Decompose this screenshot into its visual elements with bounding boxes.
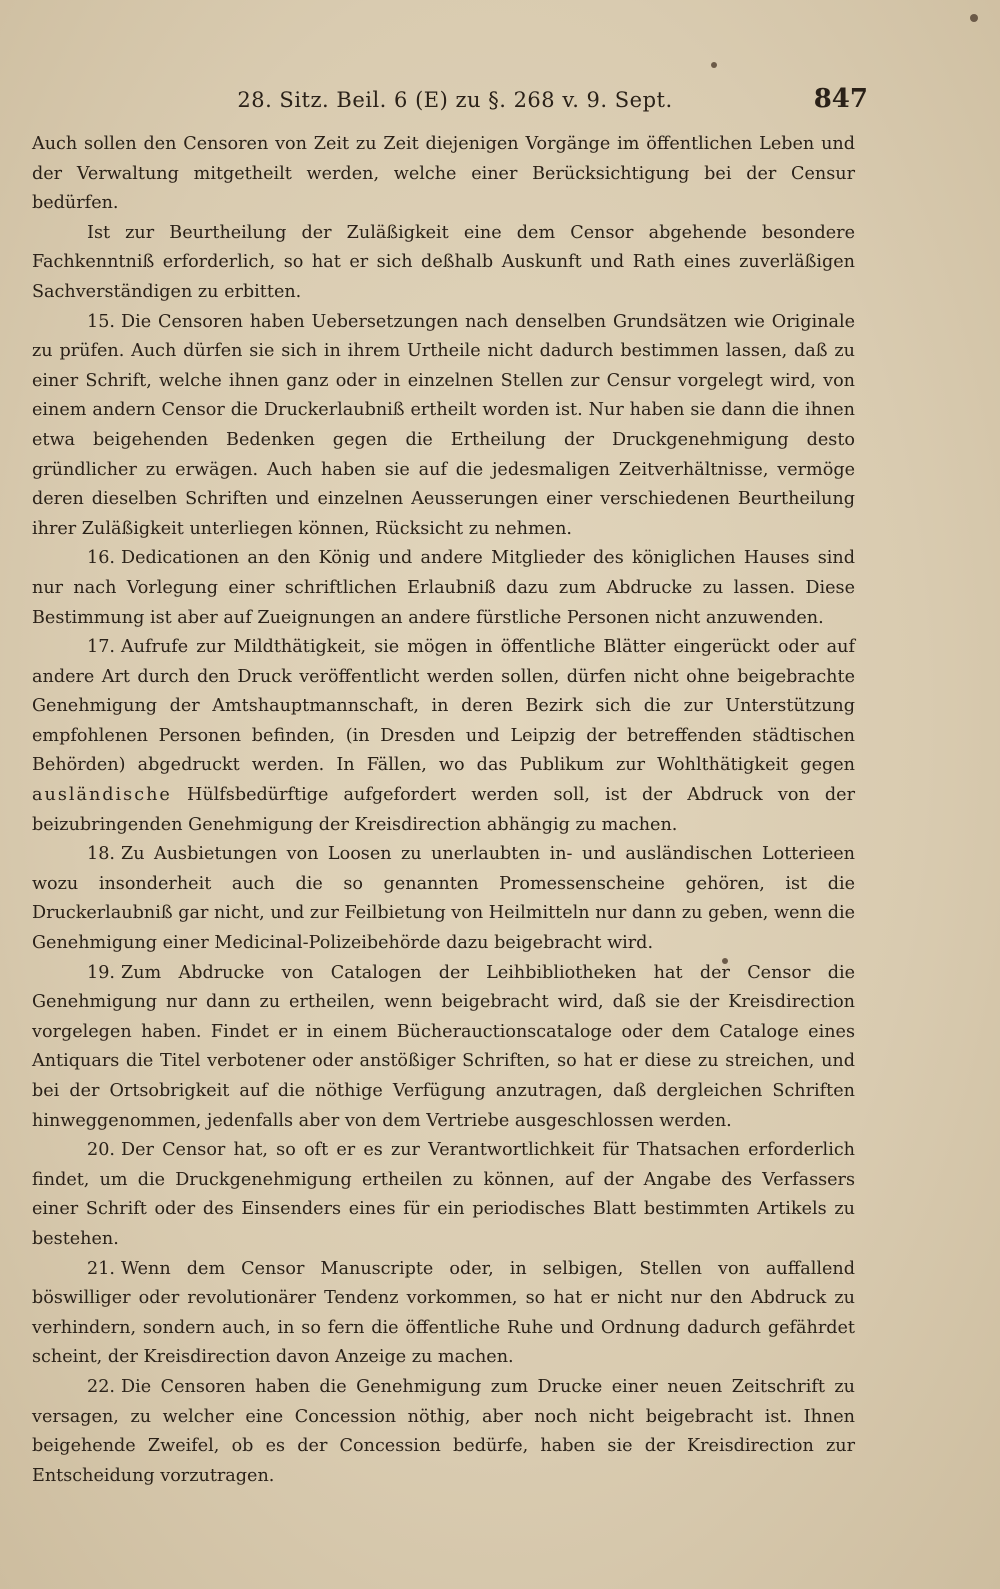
paragraph-0 bbox=[32, 130, 855, 219]
paragraph-text: Dedicationen an den König und andere Mitglieder des königlichen Hauses sind nur nach Vorlegung einer schriftlichen Erlaubniß dazu zum Abdrucke zu lassen. Diese Bestimmung ist aber auf Zueignungen an andere fürstliche Personen nicht anzuwenden. bbox=[32, 548, 855, 628]
paragraph-18 bbox=[32, 840, 855, 958]
paragraph-21 bbox=[32, 1255, 855, 1373]
page-number: 847 bbox=[813, 84, 868, 114]
paragraph-number: 18. bbox=[87, 844, 115, 865]
paragraph-16 bbox=[32, 544, 855, 633]
paragraph-22 bbox=[32, 1373, 855, 1491]
paragraph-number: 17. bbox=[87, 637, 115, 658]
paragraph-1 bbox=[32, 219, 855, 308]
paragraph-text: Wenn dem Censor Manuscripte oder, in selbigen, Stellen von auffallend böswilliger oder revolutionärer Tendenz vorkommen, so hat er nicht nur den Abdruck zu verhindern, sondern auch, in so fern die öffentliche Ruhe und Ordnung dadurch gefährdet scheint, der Kreisdirection davon Anzeige zu machen. bbox=[32, 1258, 855, 1368]
paragraph-text-continued: Hülfsbedürftige aufgefordert werden soll, ist der Abdruck von der beizubringenden Genehmigung der Kreisdirection abhängig zu machen. bbox=[32, 785, 855, 835]
paragraph-17 bbox=[32, 633, 855, 840]
ink-speck bbox=[711, 62, 717, 68]
paragraph-number: 16. bbox=[87, 548, 115, 569]
paragraph-text: Aufrufe zur Mildthätigkeit, sie mögen in öffentliche Blätter eingerückt oder auf andere Art durch den Druck veröffentlicht werden sollen, dürfen nicht ohne beigebrachte Genehmigung der Amtshauptmannschaft, in deren Bezirk sich die zur Unterstützung empfohlenen Personen befinden, (in Dresden und Leipzig der betreffenden städtischen Behörden) abgedruckt werden. In Fällen, wo das Publikum zur Wohlthätigkeit gegen bbox=[32, 637, 855, 776]
paragraph-text: Der Censor hat, so oft er es zur Verantwortlichkeit für Thatsachen erforderlich findet, um die Druckgenehmigung ertheilen zu können, auf der Angabe des Verfassers einer Schrift oder des Einsenders eines für ein periodisches Blatt bestimmten Artikels zu bestehen. bbox=[32, 1140, 855, 1249]
paragraph-text: Zu Ausbietungen von Loosen zu unerlaubten in- und ausländischen Lotterieen wozu insonderheit auch die so genannten Promessenscheine gehören, ist die Druckerlaubniß gar nicht, und zur Feilbietung von Heilmitteln nur dann zu geben, wenn die Genehmigung einer Medicinal-Polizeibehörde dazu beigebracht wird. bbox=[32, 844, 855, 954]
paragraph-text: Zum Abdrucke von Catalogen der Leihbibliotheken hat der Censor die Genehmigung nur dann zu ertheilen, wenn beigebracht wird, daß sie der Kreisdirection vorgelegen haben. Findet er in einem Bücherauctionscataloge oder dem Cataloge eines Antiquars die Titel verbotener oder anstößiger Schriften, so hat er diese zu streichen, und bei der Ortsobrigkeit auf die nöthige Verfügung anzutragen, daß dergleichen Schriften hinweggenommen, jedenfalls aber von dem Vertriebe ausgeschlossen werden. bbox=[32, 962, 855, 1131]
body-text bbox=[32, 130, 855, 1491]
paragraph-20 bbox=[32, 1136, 855, 1254]
ink-speck bbox=[970, 14, 978, 22]
paragraph-text: Ist zur Beurtheilung der Zuläßigkeit eine dem Censor abgehende besondere Fachkenntniß erforderlich, so hat er sich deßhalb Auskunft und Rath eines zuverläßigen Sachverständigen zu erbitten. bbox=[32, 222, 855, 302]
spaced-emphasis: ausländische bbox=[32, 785, 172, 806]
paragraph-number: 20. bbox=[87, 1140, 115, 1161]
paragraph-number: 21. bbox=[87, 1258, 115, 1279]
paragraph-text: Die Censoren haben die Genehmigung zum Drucke einer neuen Zeitschrift zu versagen, zu welcher eine Concession nöthig, aber noch nicht beigebracht ist. Ihnen beigehende Zweifel, ob es der Concession bedürfe, haben sie der Kreisdirection zur Entscheidung vorzutragen. bbox=[32, 1376, 855, 1486]
paragraph-15 bbox=[32, 308, 855, 545]
running-head: 28. Sitz. Beil. 6 (E) zu §. 268 v. 9. Sept. bbox=[237, 88, 673, 112]
paragraph-number: 19. bbox=[87, 962, 115, 983]
paragraph-number: 22. bbox=[87, 1376, 115, 1397]
paragraph-text: Die Censoren haben Uebersetzungen nach denselben Grundsätzen wie Originale zu prüfen. Auch dürfen sie sich in ihrem Urtheile nicht dadurch bestimmen lassen, daß zu einer Schrift, welche ihnen ganz oder in einzelnen Stellen zur Censur vorgelegt wird, von einem andern Censor die Druckerlaubniß ertheilt worden ist. Nur haben sie dann die ihnen etwa beigehenden Bedenken gegen die Ertheilung der Druckgenehmigung desto gründlicher zu erwägen. Auch haben sie auf die jedesmaligen Zeitverhältnisse, vermöge deren dieselben Schriften und einzelnen Aeusserungen einer verschiedenen Beurtheilung ihrer Zuläßigkeit unterliegen können, Rücksicht zu nehmen. bbox=[32, 311, 855, 539]
paragraph-number: 15. bbox=[87, 311, 115, 332]
paragraph-19 bbox=[32, 959, 855, 1137]
paragraph-text: Auch sollen den Censoren von Zeit zu Zeit diejenigen Vorgänge im öffentlichen Leben und der Verwaltung mitgetheilt werden, welche einer Berücksichtigung bei der Censur bedürfen. bbox=[32, 134, 855, 214]
